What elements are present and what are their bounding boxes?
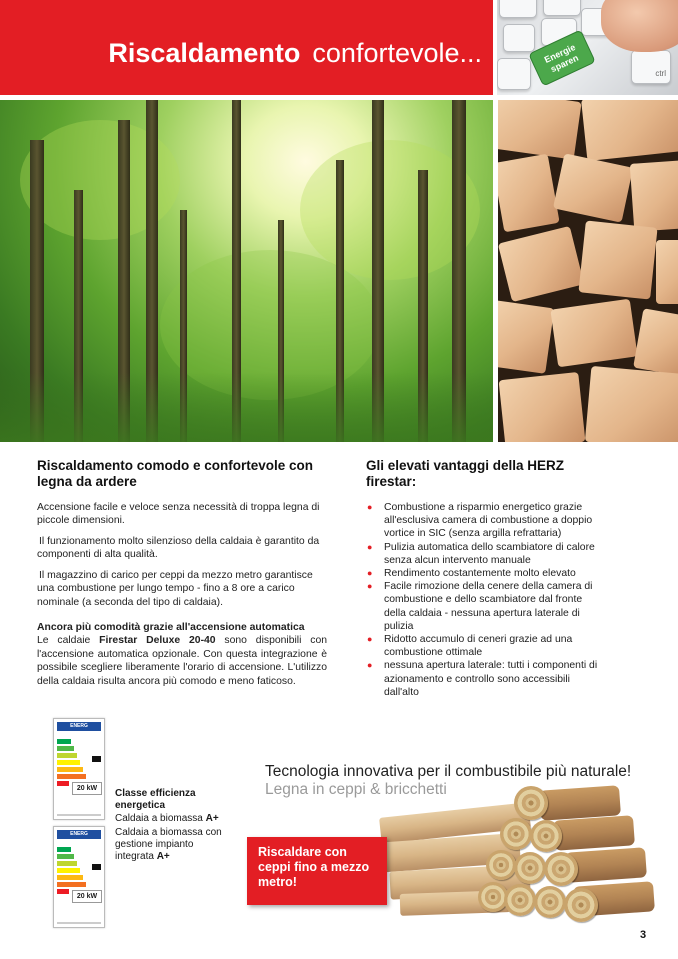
right-heading: Gli elevati vantaggi della HERZ firestar: bbox=[366, 458, 565, 489]
list-item: ● Pulizia automatica dello scambiatore di calore senza alcun intervento manuale bbox=[366, 541, 606, 567]
log-end bbox=[498, 154, 560, 233]
energy-label-power: 20 kW bbox=[72, 782, 102, 795]
automatic-ignition-block bbox=[37, 621, 327, 688]
log-end bbox=[550, 299, 637, 368]
briquette bbox=[486, 850, 516, 880]
energy-label-1 bbox=[53, 718, 105, 820]
tagline-secondary: Legna in ceppi & bricchetti bbox=[265, 781, 447, 798]
keyboard-key-ctrl: ctrl bbox=[631, 50, 671, 84]
energy-bar bbox=[57, 861, 77, 866]
tagline-primary: Tecnologia innovativa per il combustibile più naturale! bbox=[265, 763, 632, 780]
energy-bar bbox=[57, 781, 69, 786]
energy-label-footer bbox=[57, 814, 101, 816]
advantages-list bbox=[366, 501, 606, 699]
briquette-side bbox=[539, 785, 621, 821]
energy-bar bbox=[57, 882, 86, 887]
paragraph-2: Il funzionamento molto silenzioso della caldaia è garantito da componenti di alta qualità. bbox=[37, 536, 320, 561]
keyboard-key bbox=[503, 24, 535, 52]
energy-bar bbox=[57, 875, 83, 880]
keyboard-key bbox=[497, 58, 531, 90]
log-end bbox=[578, 220, 657, 299]
briquette bbox=[500, 818, 532, 850]
briquette-side bbox=[553, 815, 635, 851]
list-item: ● Rendimento costantemente molto elevato bbox=[366, 567, 606, 580]
class-arrow bbox=[92, 756, 101, 762]
energy-label-power: 20 kW bbox=[72, 890, 102, 903]
briquette bbox=[514, 786, 548, 820]
efficiency-line-1 bbox=[115, 813, 225, 825]
page-title bbox=[0, 35, 482, 71]
energy-bar bbox=[57, 847, 71, 852]
briquettes-image bbox=[470, 780, 670, 930]
forest-ground bbox=[0, 372, 493, 442]
briquette bbox=[564, 888, 598, 922]
log-end bbox=[633, 308, 678, 375]
product-name: Firestar Deluxe 20-40 bbox=[99, 635, 216, 647]
efficiency-line-2-text: Caldaia a biomassa con gestione impianto integrata bbox=[115, 827, 222, 862]
automatic-ignition-title: Ancora più comodità grazie all'accensione automatica bbox=[37, 622, 305, 633]
paragraph-1: Accensione facile e veloce senza necessità di troppa legna di piccole dimensioni. bbox=[37, 502, 320, 527]
page-title-regular: confortevole... bbox=[312, 38, 482, 68]
briquette bbox=[530, 820, 562, 852]
callout-text: Riscaldare con ceppi fino a mezzo metro! bbox=[258, 845, 370, 889]
briquette bbox=[514, 852, 546, 884]
efficiency-class-1: A+ bbox=[205, 813, 219, 824]
energy-bar bbox=[57, 739, 71, 744]
list-item: ● Ridotto accumulo di ceneri grazie ad una combustione ottimale bbox=[366, 633, 606, 659]
energy-label-2 bbox=[53, 826, 105, 928]
firewood-photo bbox=[498, 100, 678, 442]
log-end bbox=[581, 100, 678, 161]
log-end bbox=[499, 372, 586, 442]
log-end bbox=[498, 100, 582, 160]
finger bbox=[601, 0, 678, 52]
class-arrow bbox=[92, 864, 101, 870]
keyboard-key bbox=[543, 0, 581, 16]
log-end bbox=[585, 366, 678, 442]
keyboard-photo bbox=[497, 0, 678, 95]
efficiency-line-2 bbox=[115, 827, 225, 863]
energy-bar bbox=[57, 767, 83, 772]
energy-bar bbox=[57, 760, 80, 765]
automatic-ignition-text-post: sono disponibili con l'accensione automatica opzionale. Con questa integrazione è possibile scegliere liberamente l'orario di accensione. L'utilizzo della caldaia risulta ancora più comodo e meno faticoso. bbox=[37, 635, 328, 687]
automatic-ignition-text-pre: Le caldaie bbox=[37, 635, 100, 647]
list-item: ● nessuna apertura laterale: tutti i componenti di azionamento e controllo sono accessibili dall'alto bbox=[366, 659, 606, 699]
log-end bbox=[498, 226, 584, 302]
energy-label-header: ENERG bbox=[57, 722, 101, 731]
energy-bar bbox=[57, 854, 74, 859]
page-number: 3 bbox=[640, 929, 647, 941]
log-end bbox=[630, 160, 678, 232]
keyboard-key bbox=[499, 0, 537, 18]
briquette bbox=[544, 852, 578, 886]
energie-sparen-key: Energie sparen bbox=[528, 29, 596, 86]
briquette bbox=[534, 886, 566, 918]
energy-bar bbox=[57, 746, 74, 751]
efficiency-class-2: A+ bbox=[156, 851, 170, 862]
log-end bbox=[498, 300, 554, 374]
list-item: ● Facile rimozione della cenere della camera di combustione e dello scambiatore dal fronte della caldaia - nessuna apertura laterale di pulizia bbox=[366, 580, 606, 633]
log-end bbox=[656, 240, 678, 304]
efficiency-title: Classe efficienza energetica bbox=[115, 788, 196, 811]
energy-bar bbox=[57, 889, 69, 894]
energy-bar bbox=[57, 774, 86, 779]
energy-label-header: ENERG bbox=[57, 830, 101, 839]
energy-bar bbox=[57, 868, 80, 873]
paragraph-3: Il magazzino di carico per ceppi da mezzo metro garantisce una combustione per lungo tempo - fino a 8 ore a carico nominale (a seconda del tipo di caldaia). bbox=[37, 570, 313, 608]
log-end bbox=[553, 153, 633, 222]
list-item: ● Combustione a risparmio energetico grazie all'esclusiva camera di combustione a doppio vortice in SIC (senza argilla refrattaria) bbox=[366, 501, 606, 541]
page-title-bold: Riscaldamento bbox=[108, 38, 301, 68]
energy-label-footer bbox=[57, 922, 101, 924]
left-heading: Riscaldamento comodo e confortevole con legna da ardere bbox=[37, 458, 314, 489]
briquette bbox=[504, 884, 536, 916]
forest-photo bbox=[0, 100, 493, 442]
efficiency-line-1-text: Caldaia a biomassa bbox=[115, 813, 206, 824]
energy-bar bbox=[57, 753, 77, 758]
